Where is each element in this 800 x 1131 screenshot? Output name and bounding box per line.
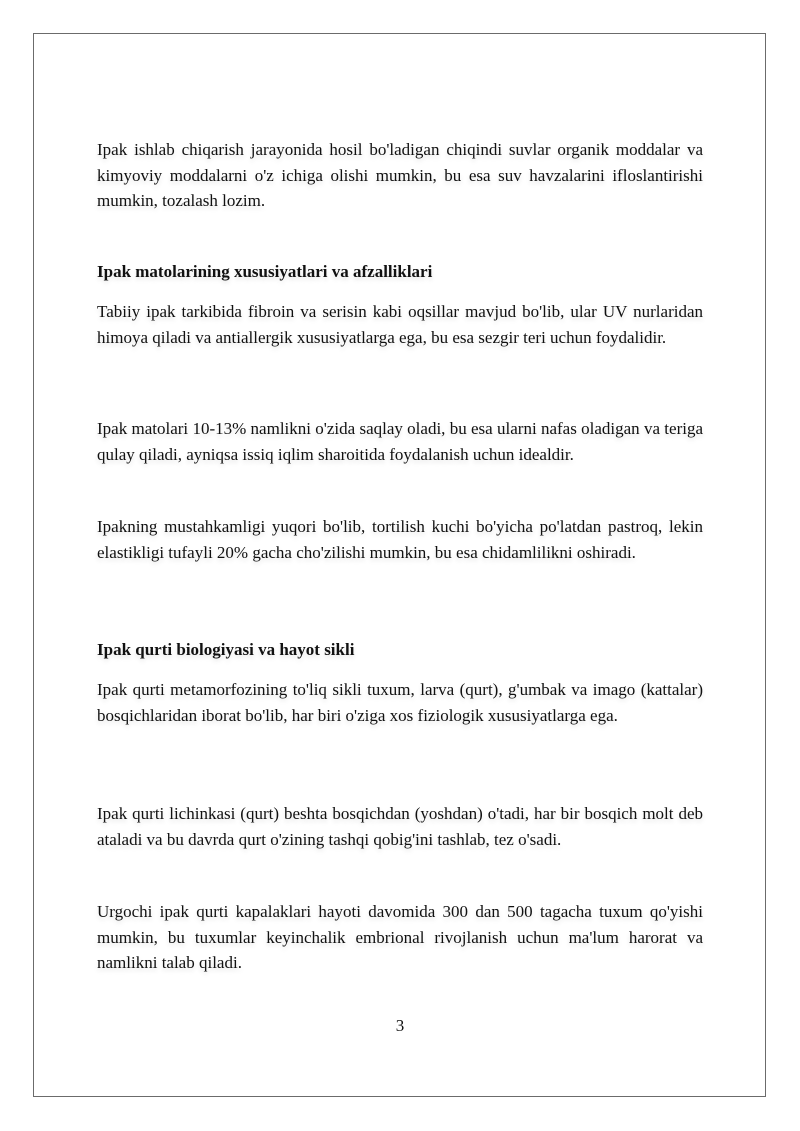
paragraph-wastewater: Ipak ishlab chiqarish jarayonida hosil bo'ladigan chiqindi suvlar organik moddalar va kimyoviy moddalarni o'z ichiga olishi mumkin, bu esa suv havzalarini ifloslantirishi mumkin, tozalash lozim. [97,140,703,210]
paragraph-moisture: Ipak matolari 10-13% namlikni o'zida saqlay oladi, bu esa ularni nafas oladigan va teriga qulay qiladi, ayniqsa issiq iqlim sharoitida foydalanish uchun idealdir. [97,419,703,464]
paragraph-egg-laying: Urgochi ipak qurti kapalaklari hayoti davomida 300 dan 500 tagacha tuxum qo'yishi mumkin, bu tuxumlar keyinchalik embrional rivojlanish uchun ma'lum harorat va namlikni talab qiladi. [97,902,703,972]
paragraph-fibroin-sericin: Tabiiy ipak tarkibida fibroin va serisin kabi oqsillar mavjud bo'lib, ular UV nurlaridan himoya qiladi va antiallergik xususiyatlarga ega, bu esa sezgir teri uchun foydalidir. [97,302,703,347]
paragraph-strength: Ipakning mustahkamligi yuqori bo'lib, tortilish kuchi bo'yicha po'latdan pastroq, lekin elastikligi tufayli 20% gacha cho'zilishi mumkin, bu esa chidamlilikni oshiradi. [97,517,703,562]
paragraph-larva-stages: Ipak qurti lichinkasi (qurt) beshta bosqichdan (yoshdan) o'tadi, har bir bosqich molt deb ataladi va bu davrda qurt o'zining tashqi qobig'ini tashlab, tez o'sadi. [97,804,703,849]
section-heading-fabric-properties: Ipak matolarining xususiyatlari va afzalliklari [97,262,433,281]
section-heading-silkworm-biology: Ipak qurti biologiyasi va hayot sikli [97,640,355,659]
page-number: 3 [395,1016,405,1035]
paragraph-metamorphosis: Ipak qurti metamorfozining to'liq sikli tuxum, larva (qurt), g'umbak va imago (kattalar) bosqichlaridan iborat bo'lib, har biri o'ziga xos fiziologik xususiyatlarga ega. [97,680,703,725]
